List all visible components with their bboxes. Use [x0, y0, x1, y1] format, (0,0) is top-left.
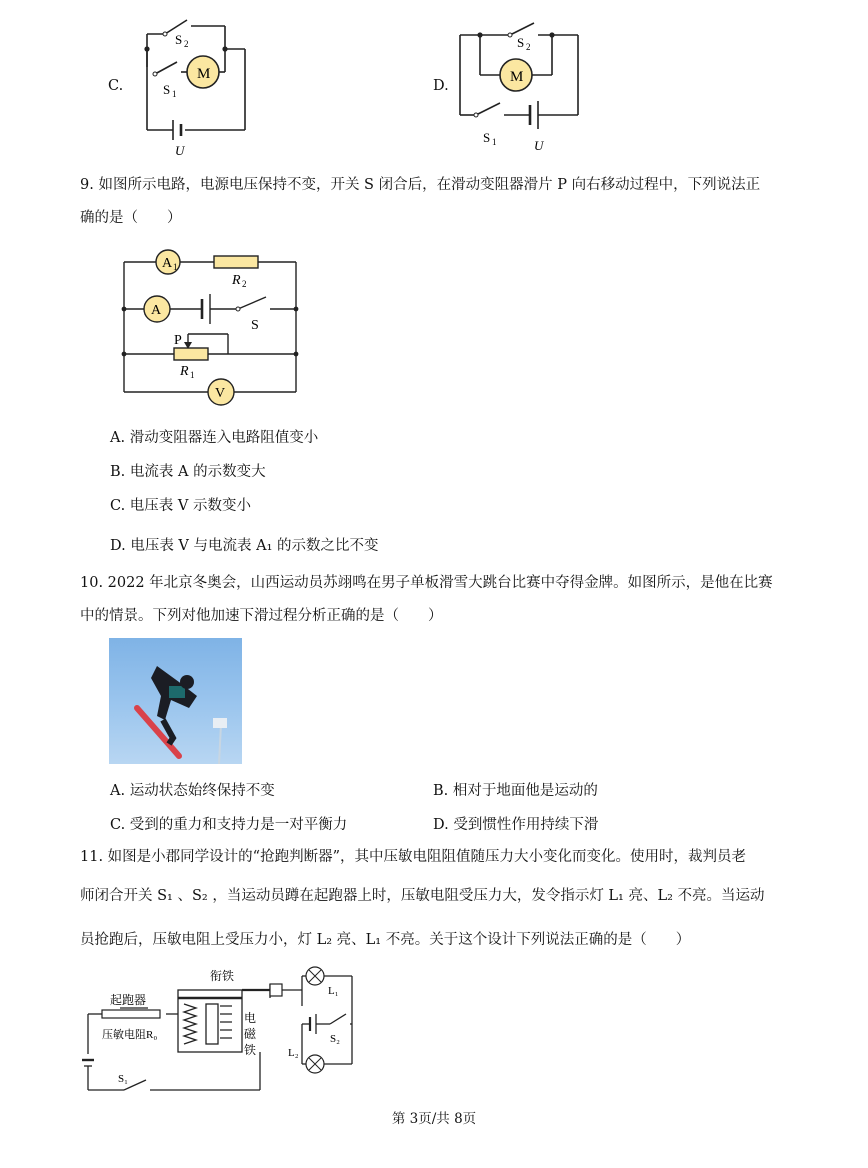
circuit-diagram-d [450, 15, 590, 160]
ammeter-a1-label: A [162, 256, 173, 271]
striker-label: 衔铁 [210, 969, 235, 983]
switch-s1-sub: 1 [172, 89, 177, 99]
q10-option-c: C. 受到的重力和支持力是一对平衡力 [110, 817, 348, 833]
lamp-l1-label: L₁ [328, 985, 339, 997]
switch-s1-label: S [163, 82, 171, 97]
option-d-label: D. [433, 78, 449, 94]
slider-p-label: P [174, 333, 182, 348]
switch-s2-sub: 2 [184, 39, 189, 49]
q10-stem-line1: 10. 2022 年北京冬奥会，山西运动员苏翊鸣在男子单板滑雪大跳台比赛中夺得金牌。如图所示，是他在比赛 [80, 575, 773, 591]
switch-s1-sub-d: 1 [492, 137, 497, 147]
resistor-r1-label: R [180, 364, 189, 379]
switch-s2-label-d: S [517, 35, 525, 50]
voltmeter-v-label: V [215, 386, 226, 401]
q11-stem-line3: 员抢跑后，压敏电阻上受压力小，灯 L₂ 亮、L₁ 不亮。关于这个设计下列说法正确的是（ ） [80, 932, 691, 948]
q9-option-a: A. 滑动变阻器连入电路阻值变小 [110, 430, 319, 446]
resistor-r1-sub: 1 [190, 370, 195, 380]
switch-s1-label-d: S [483, 130, 491, 145]
page-footer: 第 3页/共 8页 [391, 1111, 477, 1127]
q9-stem-line1: 9. 如图所示电路，电源电压保持不变，开关 S 闭合后，在滑动变阻器滑片 P 向右移动过程中，下列说法正 [80, 177, 761, 193]
motor-label: M [197, 66, 211, 82]
lamp-l2-label: L₂ [288, 1047, 299, 1059]
voltage-u-label: U [175, 143, 185, 158]
voltage-u-label-d: U [534, 138, 544, 153]
q9-option-c: C. 电压表 V 示数变小 [110, 498, 251, 514]
q10-stem-line2: 中的情景。下列对他加速下滑过程分析正确的是（ ） [80, 608, 443, 624]
switch-s2-label-q11: S₂ [330, 1033, 340, 1045]
circuit-diagram-c [125, 12, 255, 162]
snowboarder-photo [109, 638, 242, 764]
resistor-r2-sub: 2 [242, 279, 247, 289]
switch-s-label: S [251, 318, 259, 333]
q11-stem-line2: 师闭合开关 S₁ 、S₂ ，当运动员蹲在起跑器上时，压敏电阻受压力大，发令指示灯 L₁ 亮、L₂ 不亮。当运动 [80, 888, 765, 904]
q10-option-a: A. 运动状态始终保持不变 [110, 783, 275, 799]
electromagnet-char-2: 磁 [244, 1027, 257, 1041]
sprint-judge-circuit [80, 962, 370, 1097]
q9-option-d: D. 电压表 V 与电流表 A₁ 的示数之比不变 [110, 538, 379, 554]
electromagnet-char-3: 铁 [244, 1043, 257, 1057]
q9-option-b: B. 电流表 A 的示数变大 [110, 464, 266, 480]
q9-stem-line2: 确的是（ ） [80, 210, 182, 226]
electromagnet-char-1: 电 [244, 1011, 257, 1025]
ammeter-a1-sub: 1 [173, 262, 178, 272]
switch-s1-label-q11: S₁ [118, 1073, 128, 1085]
q11-stem-line1: 11. 如图是小郡同学设计的“抢跑判断器”，其中压敏电阻阻值随压力大小变化而变化。使用时，裁判员老 [80, 849, 746, 865]
switch-s2-sub-d: 2 [526, 42, 531, 52]
q10-option-d: D. 受到惯性作用持续下滑 [433, 817, 599, 833]
resistor-r2-label: R [232, 273, 241, 288]
pressure-resistor-label: 压敏电阻R₀ [102, 1029, 158, 1041]
q10-option-b: B. 相对于地面他是运动的 [433, 783, 598, 799]
option-c-label: C. [108, 78, 124, 94]
motor-label-d: M [510, 69, 524, 85]
ammeter-a-label: A [151, 303, 162, 318]
circuit-diagram-q9 [118, 242, 308, 410]
snowboarder-figure [109, 638, 242, 764]
starter-label: 起跑器 [110, 993, 147, 1007]
switch-s2-label: S [175, 32, 183, 47]
